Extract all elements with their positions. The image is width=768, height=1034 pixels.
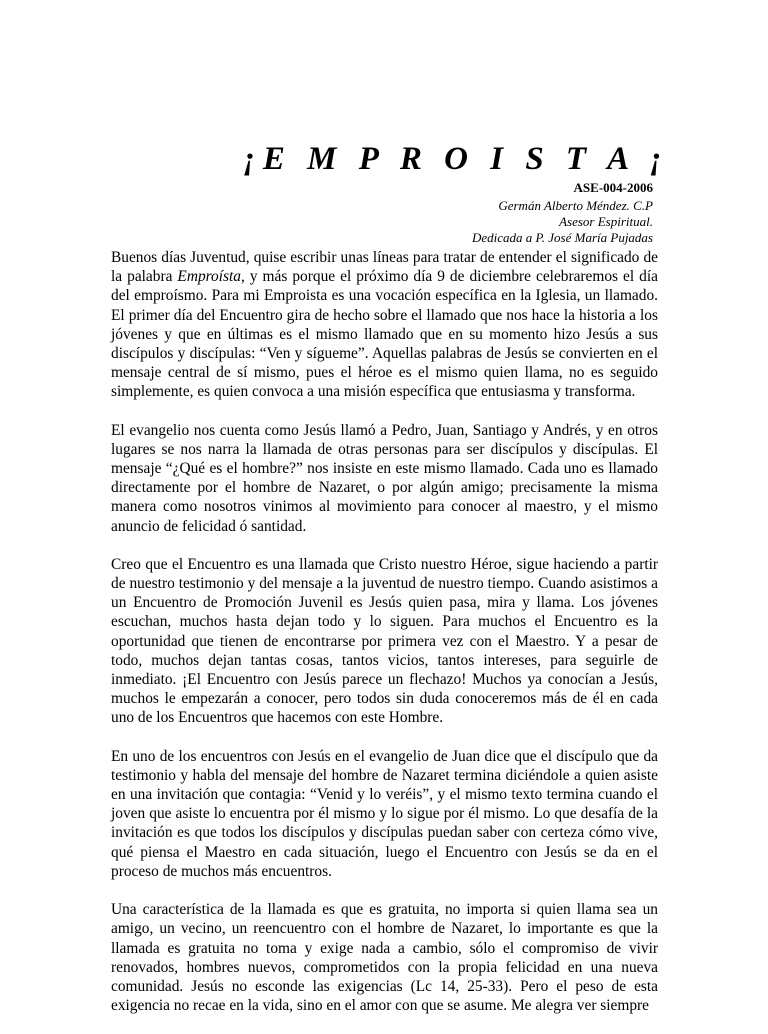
paragraph-4: En uno de los encuentros con Jesús en el evangelio de Juan dice que el discípulo que da testimonio y habla del mensaje del hombre de Nazaret termina diciéndole a quien asiste en una invitación que contagia: “Venid y lo veréis”, y el mismo texto termina cuando el joven que asiste lo encuentra por él mismo y lo sigue por él mismo. Lo que desafía de la invitación es que todos los discípulos y discípulas puedan saber con certeza cómo vive, qué piensa el Maestro en cada situación, luego el Encuentro con Jesús se da en el proceso de muchos más encuentros. [111,747,658,880]
document-body [111,248,658,1034]
author-name: Germán Alberto Méndez. C.P [498,198,653,213]
paragraph-1-text-b: , y más porque el próximo día 9 de diciembre celebraremos el día del emproísmo. Para mi Emproista es una vocación específica en la Iglesia, un llamado. El primer día del Encuentro gira de hecho sobre el llamado que nos hace la historia a los jóvenes y que en últimas es el mismo llamado que en su momento hizo Jesús a sus discípulos y discípulas: “Ven y sígueme”. Aquellas palabras de Jesús se convierten en el mensaje central de sí mismo, pues el héroe es el mismo quien llama, no es seguido simplemente, es quien convoca a una misión específica que entusiasma y transforma. [111,268,658,401]
document-code: ASE-004-2006 [573,180,653,195]
dedication: Dedicada a P. José María Pujadas [471,230,653,245]
paragraph-1-text-a: Buenos días Juventud, quise escribir unas líneas para tratar de entender el significado de la palabra [111,249,658,286]
paragraph-1 [111,248,658,402]
author-role: Asesor Espiritual. [559,214,653,229]
paragraph-3: Creo que el Encuentro es una llamada que Cristo nuestro Héroe, sigue haciendo a partir de nuestro testimonio y del mensaje a la juventud de nuestro tiempo. Cuando asistimos a un Encuentro de Promoción Juvenil es Jesús quien pasa, mira y llama. Los jóvenes escuchan, muchos hasta dejan todo y lo siguen. Para muchos el Encuentro es la oportunidad que tienen de encontrarse por primera vez con el Maestro. Y a pesar de todo, muchos dejan tantas cosas, tantos vicios, tantos intereses, para seguirle de inmediato. ¡El Encuentro con Jesús parece un flechazo! Muchos ya conocían a Jesús, muchos le empezarán a conocer, pero todos sin duda conoceremos más de él en cada uno de los Encuentros que hacemos con este Hombre. [111,555,658,727]
paragraph-5: Una característica de la llamada es que es gratuita, no importa si quien llama sea un amigo, un vecino, un reencuentro con el hombre de Nazaret, lo importante es que la llamada es gratuita no toma y exige nada a cambio, sólo el compromiso de vivir renovados, hombres nuevos, comprometidos con la propia felicidad en una nueva comunidad. Jesús no esconde las exigencias (Lc 14, 25-33). Pero el peso de esta exigencia no recae en la vida, sino en el amor con que se asume. Me alegra ver siempre [111,901,658,1015]
document-meta [472,198,653,246]
paragraph-2: El evangelio nos cuenta como Jesús llamó a Pedro, Juan, Santiago y Andrés, y en otros lugares se nos narra la llamada de otras personas para ser discípulos y discípulas. El mensaje “¿Qué es el hombre?” nos insiste en este mismo llamado. Cada uno es llamado directamente por el hombre de Nazaret, o por algún amigo; precisamente la misma manera como nosotros vinimos al movimiento para conocer al maestro, y el mismo anuncio de felicidad ó santidad. [111,421,658,535]
emproista-word: Emproísta [177,268,241,286]
document-title: ¡E M P R O I S T A ¡ [243,141,670,177]
